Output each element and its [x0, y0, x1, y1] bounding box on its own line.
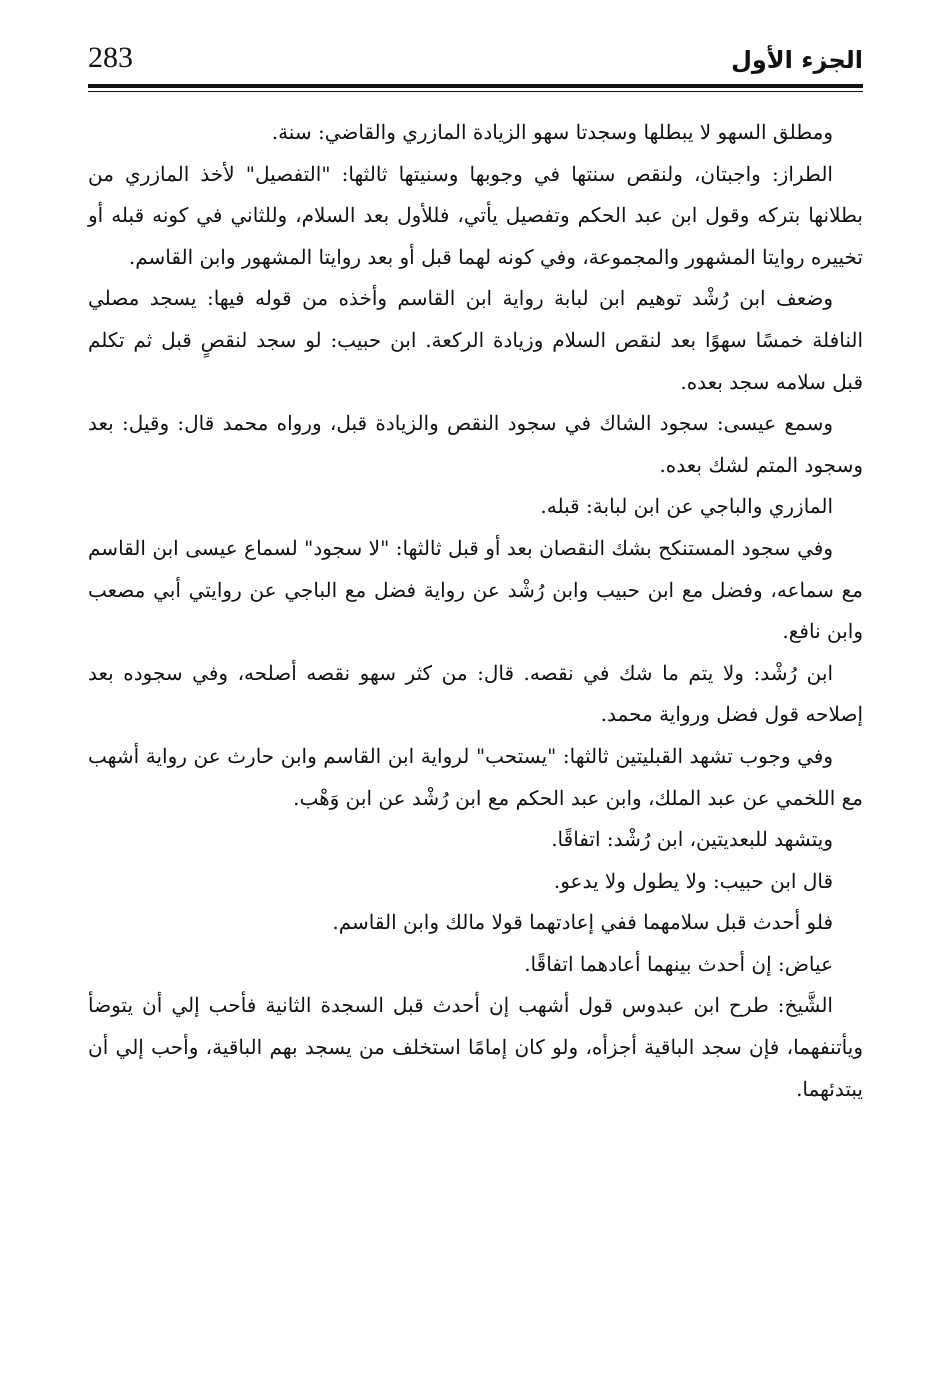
paragraph: ويتشهد للبعديتين، ابن رُشْد: اتفاقًا.	[551, 827, 833, 852]
paragraph: ومطلق السهو لا يبطلها وسجدتا سهو الزيادة المازري والقاضي: سنة.	[271, 120, 833, 144]
paragraph: وسمع عيسى: سجود الشاك في سجود النقص والزيادة قبل، ورواه محمد قال: وقيل: بعد وسجود المتم لشك بعده.	[88, 411, 863, 477]
page-number: 283	[88, 41, 133, 74]
paragraph: وفي سجود المستنكح بشك النقصان بعد أو قبل ثالثها: "لا سجود" لسماع عيسى ابن القاسم مع سماعه، وفضل مع ابن حبيب وابن رُشْد عن رواية فضل مع الباجي عن روايتي أبي مصعب وابن نافع.	[88, 535, 863, 644]
body-text	[88, 112, 863, 1110]
header-rule-thin	[88, 91, 863, 92]
page-header	[88, 38, 863, 82]
header-rule-thick	[88, 84, 863, 88]
paragraph: المازري والباجي عن ابن لبابة: قبله.	[540, 494, 833, 519]
paragraph: قال ابن حبيب: ولا يطول ولا يدعو.	[553, 868, 833, 893]
paragraph: وفي وجوب تشهد القبليتين ثالثها: "يستحب" لرواية ابن القاسم وابن حارث عن رواية أشهب مع اللخمي عن عبد الملك، وابن عبد الحكم مع ابن رُشْد عن ابن وَهْب.	[88, 743, 863, 810]
paragraph: فلو أحدث قبل سلامهما ففي إعادتهما قولا مالك وابن القاسم.	[332, 910, 833, 935]
paragraph: ابن رُشْد: ولا يتم ما شك في نقصه. قال: من كثر سهو نقصه أصلحه، وفي سجوده بعد إصلاحه قول فضل ورواية محمد.	[88, 660, 863, 727]
paragraph: عياض: إن أحدث بينهما أعادهما اتفاقًا.	[524, 951, 833, 976]
paragraph: الطراز: واجبتان، ولنقص سنتها في وجوبها وسنيتها ثالثها: "التفصيل" لأخذ المازري من بطلانها بتركه وقول ابن عبد الحكم وتفصيل يأتي، فللأول بعد السلام، وللثاني في كونه قبله أو تخييره روايتا المشهور والمجموعة، وفي كونه لهما قبل أو بعد روايتا المشهور وابن القاسم.	[88, 161, 863, 269]
paragraph: وضعف ابن رُشْد توهيم ابن لبابة رواية ابن القاسم وأخذه من قوله فيها: يسجد مصلي النافلة خمسًا سهوًا بعد لنقص السلام وزيادة الركعة. ابن حبيب: لو سجد لنقصٍ قبل ثم تكلم قبل سلامه سجد بعده.	[88, 286, 863, 394]
running-head: الجزء الأول	[731, 46, 863, 74]
paragraph: الشَّيخ: طرح ابن عبدوس قول أشهب إن أحدث قبل السجدة الثانية فأحب إلي أن يتوضأ ويأتنفهما، فإن سجد الباقية أجزأه، ولو كان إمامًا استخلف من يسجد بهم الباقية، وأحب إلي أن يبتدئهما.	[88, 993, 863, 1101]
